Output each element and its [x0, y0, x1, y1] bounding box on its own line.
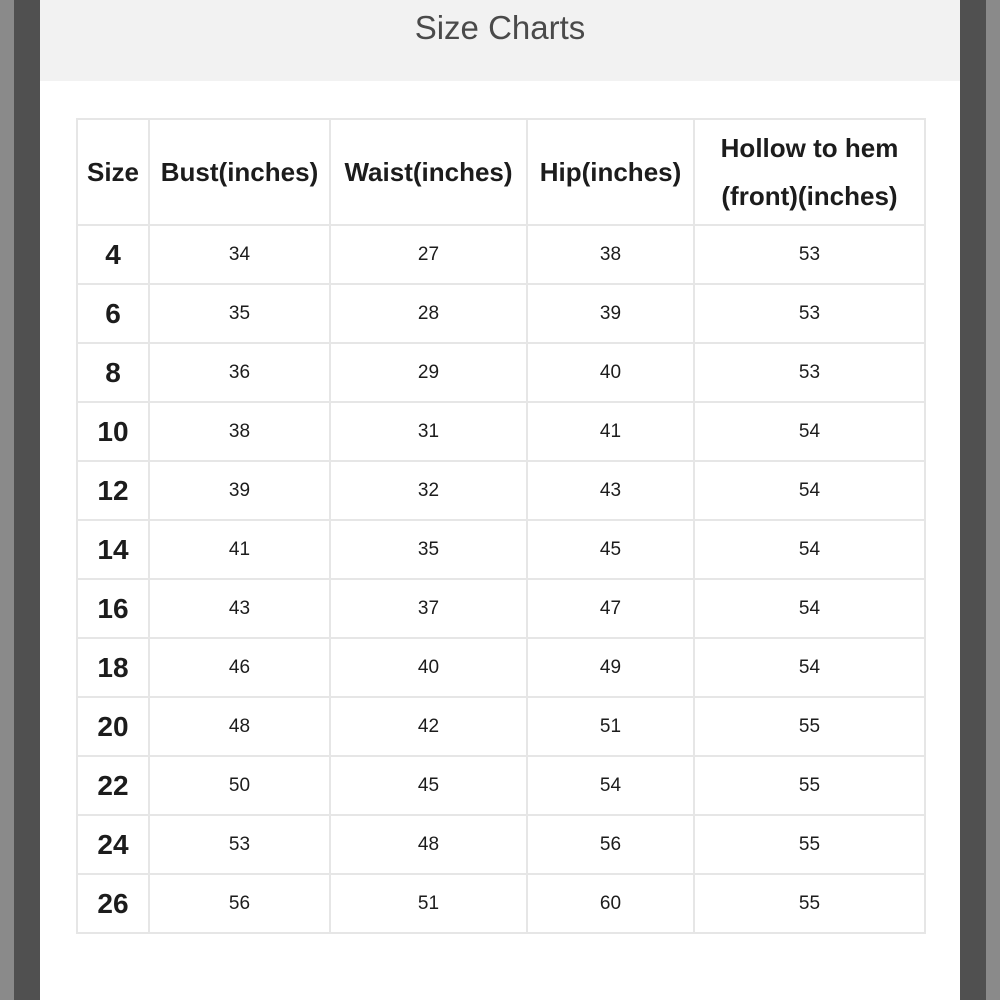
header-bar: [40, 0, 960, 81]
table-row: [77, 874, 925, 933]
bust-cell: 53: [149, 815, 330, 874]
waist-cell: 27: [330, 225, 527, 284]
bust-cell: 41: [149, 520, 330, 579]
table-row: [77, 520, 925, 579]
table-row: [77, 284, 925, 343]
hollow-to-hem-cell: 55: [694, 815, 925, 874]
size-cell: 8: [77, 343, 149, 402]
size-cell: 18: [77, 638, 149, 697]
column-header-waist: Waist(inches): [330, 119, 527, 225]
hip-cell: 43: [527, 461, 694, 520]
waist-cell: 28: [330, 284, 527, 343]
waist-cell: 51: [330, 874, 527, 933]
column-header-size: Size: [77, 119, 149, 225]
size-cell: 22: [77, 756, 149, 815]
table-header-row: [77, 119, 925, 225]
bust-cell: 34: [149, 225, 330, 284]
table-row: [77, 402, 925, 461]
bust-cell: 48: [149, 697, 330, 756]
size-cell: 24: [77, 815, 149, 874]
hollow-to-hem-cell: 54: [694, 461, 925, 520]
column-header-hollow-to-hem: Hollow to hem (front)(inches): [694, 119, 925, 225]
hip-cell: 41: [527, 402, 694, 461]
bust-cell: 46: [149, 638, 330, 697]
hollow-to-hem-cell: 54: [694, 520, 925, 579]
hollow-to-hem-cell: 55: [694, 756, 925, 815]
hip-cell: 47: [527, 579, 694, 638]
waist-cell: 42: [330, 697, 527, 756]
size-cell: 10: [77, 402, 149, 461]
waist-cell: 48: [330, 815, 527, 874]
waist-cell: 32: [330, 461, 527, 520]
table-row: [77, 461, 925, 520]
hollow-to-hem-cell: 54: [694, 579, 925, 638]
size-cell: 14: [77, 520, 149, 579]
column-header-bust: Bust(inches): [149, 119, 330, 225]
size-cell: 16: [77, 579, 149, 638]
waist-cell: 35: [330, 520, 527, 579]
hollow-to-hem-cell: 54: [694, 402, 925, 461]
left-edge: [0, 0, 14, 1000]
hollow-to-hem-cell: 55: [694, 874, 925, 933]
hip-cell: 40: [527, 343, 694, 402]
table-row: [77, 638, 925, 697]
hollow-to-hem-cell: 53: [694, 284, 925, 343]
size-cell: 20: [77, 697, 149, 756]
waist-cell: 37: [330, 579, 527, 638]
bust-cell: 35: [149, 284, 330, 343]
size-cell: 6: [77, 284, 149, 343]
bust-cell: 50: [149, 756, 330, 815]
waist-cell: 31: [330, 402, 527, 461]
hip-cell: 49: [527, 638, 694, 697]
table-body: [77, 225, 925, 933]
bust-cell: 36: [149, 343, 330, 402]
hip-cell: 38: [527, 225, 694, 284]
table-row: [77, 579, 925, 638]
table-row: [77, 815, 925, 874]
bust-cell: 43: [149, 579, 330, 638]
size-cell: 12: [77, 461, 149, 520]
hip-cell: 54: [527, 756, 694, 815]
size-chart-panel: [40, 0, 960, 1000]
hollow-to-hem-cell: 55: [694, 697, 925, 756]
table-row: [77, 343, 925, 402]
hip-cell: 45: [527, 520, 694, 579]
hip-cell: 56: [527, 815, 694, 874]
size-cell: 26: [77, 874, 149, 933]
hollow-to-hem-cell: 54: [694, 638, 925, 697]
waist-cell: 45: [330, 756, 527, 815]
hollow-to-hem-cell: 53: [694, 225, 925, 284]
size-chart-table: [76, 118, 926, 934]
column-header-hip: Hip(inches): [527, 119, 694, 225]
bust-cell: 38: [149, 402, 330, 461]
table-row: [77, 225, 925, 284]
size-cell: 4: [77, 225, 149, 284]
table-row: [77, 697, 925, 756]
hip-cell: 39: [527, 284, 694, 343]
right-edge: [986, 0, 1000, 1000]
waist-cell: 29: [330, 343, 527, 402]
hollow-to-hem-cell: 53: [694, 343, 925, 402]
bust-cell: 39: [149, 461, 330, 520]
hip-cell: 51: [527, 697, 694, 756]
bust-cell: 56: [149, 874, 330, 933]
page-title: Size Charts: [414, 8, 586, 46]
waist-cell: 40: [330, 638, 527, 697]
table-row: [77, 756, 925, 815]
hip-cell: 60: [527, 874, 694, 933]
